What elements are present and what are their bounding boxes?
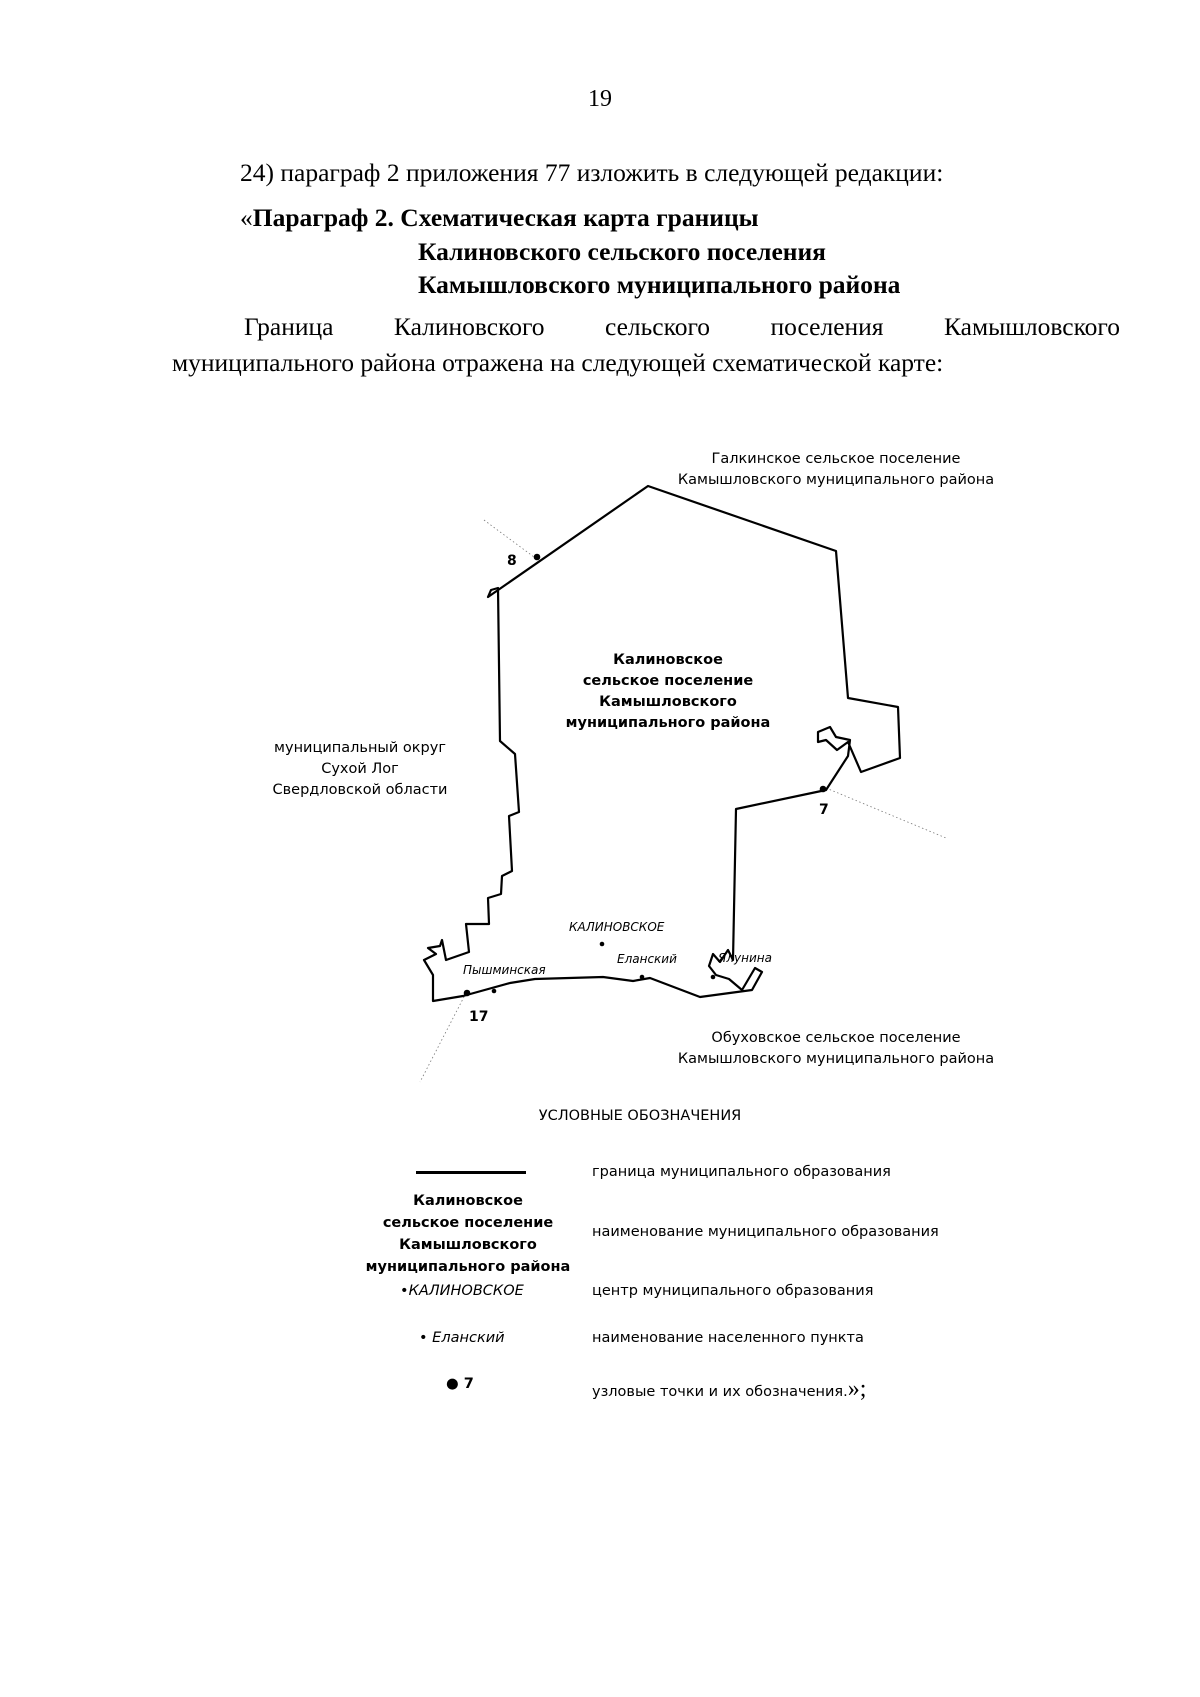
legend-name-desc: наименование муниципального образования [592,1224,939,1240]
municipality-name-line: муниципального района [565,715,771,731]
node-17-label: 17 [469,1009,489,1025]
legend-name-line: Калиновское [413,1193,523,1209]
center-point [600,942,605,947]
amendment-intro: 24) параграф 2 приложения 77 изложить в следующей редакции: [240,158,944,187]
settlement-point-yalunina [711,975,716,980]
legend-name-line: сельское поселение [382,1215,554,1231]
legend-name-line: муниципального района [365,1259,571,1275]
neighbor-west-line: Сухой Лог [321,761,399,777]
page-number: 19 [588,86,612,112]
legend-settlement-sample [419,1330,505,1346]
neighbor-west-line: Свердловской области [272,782,448,798]
legend-center-sample [400,1283,524,1299]
legend-node-desc [592,1376,866,1403]
legend-title: УСЛОВНЫЕ ОБОЗНАЧЕНИЯ [538,1108,742,1124]
municipality-name-line: сельское поселение [582,673,754,689]
legend-dot-icon: • [400,1283,409,1299]
center-label: КАЛИНОВСКОЕ [569,920,665,934]
legend-boundary-sample [416,1171,526,1174]
legend-name-sample [350,1190,586,1278]
legend-dot-icon: • [419,1330,428,1346]
paragraph-word: Камышловского [943,312,1120,341]
neighbor-west-line: муниципальный округ [274,740,446,756]
legend-center-sample-text: КАЛИНОВСКОЕ [408,1283,524,1299]
node-7-label: 7 [819,802,829,818]
paragraph-word: Калиновского [393,312,545,341]
legend-center-desc: центр муниципального образования [592,1283,874,1299]
open-quote: « [240,203,253,232]
municipality-name-line: Камышловского [599,694,737,710]
heading-line-3: Камышловского муниципального района [418,270,901,299]
municipality-name-line: Калиновское [613,652,723,668]
legend-boundary-desc: граница муниципального образования [592,1164,891,1180]
legend-name-line: Камышловского [399,1237,537,1253]
node-8-label: 8 [507,553,517,569]
legend-node-sample [446,1376,474,1392]
closing-quote: »; [847,1376,867,1402]
neighbor-south-line: Камышловского муниципального района [677,1051,995,1067]
legend-settlement-sample-text: Еланский [432,1330,505,1346]
legend-settlement-desc: наименование населенного пункта [592,1330,864,1346]
neighbor-boundary-hint-east [826,788,946,838]
paragraph-word: сельского [604,312,711,341]
node-8-point [534,554,541,561]
settlement-label-elanskiy: Еланский [617,952,677,966]
paragraph-word: Граница [244,312,334,341]
neighbor-south-line: Обуховское сельское поселение [711,1030,961,1046]
legend-node-desc-text: узловые точки и их обозначения. [592,1384,848,1400]
node-7-point [820,786,827,793]
heading-text-1: Параграф 2. Схематическая карта границы [252,203,759,232]
settlement-point-pyshminskaya [492,989,497,994]
settlement-label-yalunina: Ялунина [718,951,772,965]
paragraph-line-2: муниципального района отражена на следующей схематической карте: [172,348,944,377]
legend-node-dot-icon: ● [446,1376,459,1392]
neighbor-north-line: Галкинское сельское поселение [711,451,961,467]
heading-line-2: Калиновского сельского поселения [418,237,826,266]
settlement-label-pyshminskaya: Пышминская [463,963,546,977]
node-17-point [464,990,471,997]
neighbor-north-line: Камышловского муниципального района [677,472,995,488]
neighbor-boundary-hint-south [420,993,466,1082]
legend-node-sample-text: 7 [463,1376,474,1392]
paragraph-word: поселения [770,312,884,341]
settlement-point-elanskiy [640,975,645,980]
